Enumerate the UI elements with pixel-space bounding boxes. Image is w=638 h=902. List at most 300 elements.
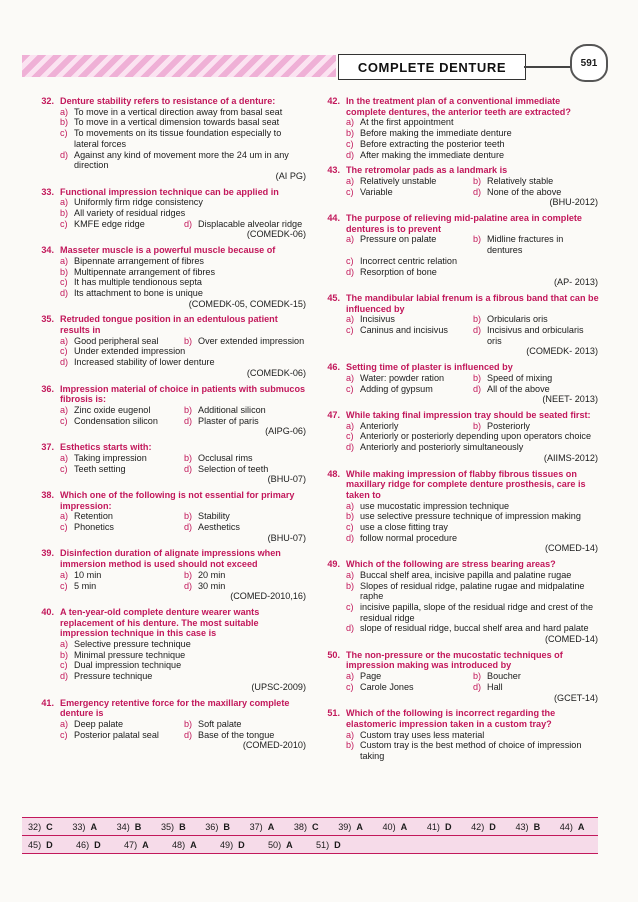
option-text: Relatively unstable — [360, 175, 437, 186]
question-item — [312, 559, 600, 645]
question-source: (GCET-14) — [554, 692, 598, 703]
option-text: use selective pressure technique of impression making — [360, 511, 581, 522]
answer-key-cell — [199, 822, 243, 832]
question-number: 42. — [327, 96, 340, 106]
answer-key-number: 38) — [293, 821, 308, 832]
answer-option — [60, 453, 184, 464]
answer-option — [60, 464, 184, 475]
option-row — [346, 421, 600, 432]
question-item — [312, 469, 600, 555]
option-list — [26, 256, 308, 299]
option-text: To movements on its tissue foundation especially to lateral forces — [74, 128, 282, 149]
option-text: Teeth setting — [74, 463, 126, 474]
option-letter: d) — [184, 580, 193, 591]
answer-key-number: 50) — [268, 839, 282, 850]
answer-key-number: 42) — [471, 821, 485, 832]
question-source: (BHU-07) — [267, 474, 306, 485]
answer-option — [184, 730, 308, 741]
answer-option — [346, 671, 473, 682]
question-text: The non-pressure or the mucostatic techniques of impression making was introduced by — [346, 649, 563, 671]
option-text: Multipennate arrangement of fibres — [74, 266, 216, 277]
option-letter: d) — [473, 325, 482, 336]
option-letter: b) — [184, 452, 193, 463]
question-text: Setting time of plaster is influenced by — [346, 362, 513, 373]
question-stem — [312, 96, 600, 117]
question-item — [26, 698, 308, 752]
option-letter: b) — [473, 420, 482, 431]
answer-key-letter: B — [134, 821, 142, 832]
answer-key-number: 49) — [220, 839, 234, 850]
answer-key-number: 32) — [28, 821, 42, 832]
question-item — [26, 442, 308, 485]
option-text: All variety of residual ridges — [74, 208, 186, 219]
answer-key-letter: A — [190, 839, 197, 850]
question-number: 47. — [327, 409, 340, 420]
option-letter: b) — [184, 511, 193, 522]
option-letter: c) — [346, 522, 354, 533]
option-text: Anteriorly and posteriorly simultaneously — [360, 442, 524, 453]
question-text: Masseter muscle is a powerful muscle because of — [60, 245, 276, 256]
option-letter: a) — [346, 314, 355, 325]
option-list — [312, 671, 600, 692]
answer-option — [346, 581, 600, 602]
option-text: Hall — [487, 681, 503, 692]
question-text: Which one of the following is not essential for primary impression: — [60, 489, 295, 511]
option-letter: b) — [184, 569, 193, 580]
option-text: Phonetics — [74, 522, 114, 533]
option-text: Its attachment to bone is unique — [74, 287, 203, 298]
question-text: While making impression of flabby fibrous tissues on maxillary ridge for complete denture prosthesis, care is taken to — [346, 468, 586, 500]
question-item — [26, 314, 308, 378]
question-number: 35. — [41, 314, 54, 325]
question-stem — [26, 490, 308, 511]
option-letter: b) — [473, 314, 482, 325]
option-letter: a) — [346, 117, 355, 128]
option-letter: c) — [60, 218, 68, 229]
question-source: (BHU-07) — [267, 532, 306, 543]
question-number: 51. — [327, 708, 340, 719]
option-letter: c) — [346, 601, 354, 612]
answer-option — [473, 234, 600, 255]
question-item — [312, 650, 600, 704]
answer-key-cell — [214, 840, 262, 850]
option-letter: c) — [60, 463, 68, 474]
option-text: None of the above — [487, 186, 562, 197]
option-letter: c) — [346, 383, 354, 394]
answer-key-letter: C — [312, 821, 319, 832]
option-letter: d) — [346, 623, 355, 634]
question-item — [312, 165, 600, 208]
answer-option — [60, 357, 308, 368]
option-letter: a) — [346, 500, 355, 511]
answer-key-row — [22, 835, 598, 853]
answer-key-cell — [554, 822, 598, 832]
question-number: 50. — [327, 649, 340, 660]
question-source: (COMEDK-05, COMEDK-15) — [188, 298, 306, 309]
answer-option — [346, 421, 473, 432]
answer-option — [60, 197, 308, 208]
answer-option — [346, 234, 473, 255]
option-letter: b) — [473, 671, 482, 682]
answer-option — [60, 346, 308, 357]
answer-key-letter: A — [400, 821, 408, 832]
answer-option — [473, 325, 600, 346]
question-source: (AIPG-06) — [265, 426, 306, 437]
option-letter: c) — [60, 415, 68, 426]
option-row — [346, 314, 600, 325]
right-question-column — [312, 96, 600, 767]
option-letter: d) — [473, 383, 482, 394]
question-stem — [312, 410, 600, 421]
option-text: Good peripheral seal — [74, 335, 159, 346]
question-text: The retromolar pads as a landmark is — [346, 165, 508, 176]
answer-key-letter: A — [142, 839, 149, 850]
question-stem — [312, 165, 600, 176]
answer-option — [60, 219, 184, 230]
answer-key-cell — [421, 822, 465, 832]
answer-key-letter: C — [46, 821, 53, 832]
option-row — [60, 570, 308, 581]
question-stem — [312, 213, 600, 234]
option-text: After making the immediate denture — [360, 149, 505, 160]
option-letter: c) — [346, 431, 354, 442]
option-text: 30 min — [198, 580, 226, 591]
question-source: (AP- 2013) — [554, 277, 598, 288]
answer-option — [184, 570, 308, 581]
option-text: Speed of mixing — [487, 372, 553, 383]
option-letter: d) — [184, 729, 193, 740]
option-list — [26, 405, 308, 426]
question-stem — [312, 469, 600, 501]
answer-key-letter: A — [90, 821, 98, 832]
option-row — [60, 522, 308, 533]
question-source: (UPSC-2009) — [251, 681, 306, 692]
answer-option — [346, 740, 600, 761]
answer-option — [60, 208, 308, 219]
question-number: 37. — [41, 442, 54, 453]
option-text: Against any kind of movement more the 24 um in any direction — [74, 149, 289, 171]
question-source: (COMED-2010) — [242, 740, 306, 751]
question-source: (COMED-14) — [544, 634, 598, 645]
answer-option — [346, 623, 600, 634]
answer-key-number: 45) — [28, 839, 42, 850]
option-text: Orbicularis oris — [487, 314, 548, 325]
answer-key-cell — [70, 840, 118, 850]
question-item — [312, 362, 600, 405]
question-number: 41. — [41, 697, 54, 708]
option-list — [26, 197, 308, 229]
question-stem — [26, 698, 308, 719]
answer-option — [60, 267, 308, 278]
option-letter: a) — [346, 372, 355, 383]
answer-option — [184, 405, 308, 416]
option-text: Pressure on palate — [360, 234, 437, 245]
answer-key-letter: B — [223, 821, 230, 832]
answer-option — [346, 730, 600, 741]
left-question-column — [26, 96, 308, 756]
question-source: (COMEDK-06) — [246, 367, 306, 378]
option-text: Boucher — [487, 671, 521, 682]
option-row — [346, 384, 600, 395]
option-list — [312, 176, 600, 197]
question-number: 32. — [41, 96, 54, 106]
answer-key-cell — [111, 822, 155, 832]
answer-option — [184, 522, 308, 533]
question-source: (AI PG) — [275, 170, 306, 181]
answer-option — [60, 405, 184, 416]
option-letter: d) — [184, 522, 193, 533]
option-letter: c) — [60, 522, 68, 533]
question-stem — [26, 96, 308, 107]
option-row — [346, 373, 600, 384]
answer-option — [473, 671, 600, 682]
option-text: Posteriorly — [487, 420, 530, 431]
option-text: Before making the immediate denture — [360, 128, 512, 139]
option-row — [60, 719, 308, 730]
option-list — [26, 719, 308, 740]
question-source: (COMEDK- 2013) — [526, 346, 598, 357]
answer-option — [473, 176, 600, 187]
answer-key-number: 34) — [116, 821, 130, 832]
option-text: Occlusal rims — [198, 452, 253, 463]
answer-key-cell — [509, 822, 553, 832]
answer-key-number: 33) — [72, 821, 86, 832]
question-number: 36. — [41, 383, 54, 394]
option-row — [60, 219, 308, 230]
question-text: Which of the following is incorrect regarding the elastomeric impression taken in a custom tray? — [346, 708, 556, 729]
option-text: Minimal pressure technique — [74, 649, 186, 660]
option-row — [346, 682, 600, 693]
tooth-icon — [570, 44, 608, 82]
option-text: Custom tray uses less material — [360, 729, 485, 740]
option-text: Deep palate — [74, 718, 124, 729]
question-source: (BHU-2012) — [549, 197, 598, 208]
option-text: To move in a vertical direction away from basal seat — [74, 106, 283, 117]
answer-key-letter: D — [444, 821, 452, 832]
option-row — [346, 187, 600, 198]
option-letter: b) — [346, 740, 355, 751]
option-text: All of the above — [487, 383, 550, 394]
option-text: Caninus and incisivus — [360, 325, 448, 336]
answer-option — [60, 570, 184, 581]
answer-option — [184, 336, 308, 347]
question-text: A ten-year-old complete denture wearer wants replacement of his denture. The most suitable impression technique in this case is — [60, 606, 260, 639]
option-text: Selection of teeth — [198, 463, 269, 474]
option-text: Bipennate arrangement of fibres — [74, 255, 204, 266]
option-text: Aesthetics — [198, 522, 240, 533]
option-letter: a) — [346, 234, 355, 245]
option-row — [346, 325, 600, 346]
answer-key-letter: A — [286, 839, 293, 850]
answer-key-cell — [288, 822, 332, 832]
option-letter: c) — [60, 580, 68, 591]
option-list — [26, 639, 308, 682]
option-row — [60, 336, 308, 347]
answer-option — [473, 373, 600, 384]
option-text: Base of the tongue — [198, 729, 275, 740]
question-number: 38. — [41, 489, 54, 500]
question-item — [26, 384, 308, 438]
question-item — [312, 96, 600, 160]
answer-key-number: 47) — [124, 839, 138, 850]
question-item — [312, 410, 600, 464]
option-letter: b) — [184, 335, 193, 346]
option-letter: b) — [60, 117, 69, 128]
option-text: 5 min — [74, 580, 97, 591]
answer-option — [346, 522, 600, 533]
answer-option — [184, 719, 308, 730]
answer-option — [346, 570, 600, 581]
option-letter: d) — [60, 357, 69, 368]
option-letter: d) — [184, 415, 193, 426]
option-row — [346, 671, 600, 682]
option-letter: d) — [473, 681, 482, 692]
option-letter: d) — [346, 149, 355, 160]
answer-option — [184, 581, 308, 592]
answer-key — [22, 817, 598, 854]
option-text: At the first appointment — [360, 117, 454, 128]
option-text: Water: powder ration — [360, 372, 445, 383]
question-item — [26, 490, 308, 544]
answer-option — [346, 267, 600, 278]
answer-option — [60, 511, 184, 522]
question-source: (COMED-2010,16) — [230, 591, 306, 602]
option-text: slope of residual ridge, buccal shelf area and hard palate — [360, 623, 589, 634]
question-item — [26, 548, 308, 602]
option-letter: a) — [60, 255, 69, 266]
option-row — [60, 464, 308, 475]
option-text: Slopes of residual ridge, palatine rugae and midpalatine raphe — [360, 580, 585, 602]
question-number: 39. — [41, 548, 54, 559]
answer-option — [60, 150, 308, 171]
question-stem — [26, 314, 308, 335]
question-number: 43. — [327, 165, 340, 176]
option-text: Uniformly firm ridge consistency — [74, 197, 203, 208]
question-number: 45. — [327, 292, 340, 303]
option-letter: a) — [346, 420, 355, 431]
option-letter: b) — [60, 649, 69, 660]
question-text: Emergency retentive force for the maxillary complete denture is — [60, 697, 290, 719]
option-text: Before extracting the posterior teeth — [360, 138, 505, 149]
question-stem — [26, 384, 308, 405]
answer-option — [346, 187, 473, 198]
answer-option — [60, 581, 184, 592]
answer-key-number: 44) — [559, 821, 573, 832]
question-text: Esthetics starts with: — [60, 442, 152, 453]
question-item — [312, 293, 600, 357]
answer-key-number: 35) — [160, 821, 175, 832]
question-source: (AIIMS-2012) — [543, 452, 598, 463]
option-letter: c) — [60, 729, 68, 740]
question-number: 44. — [327, 213, 340, 224]
answer-key-letter: D — [46, 839, 53, 850]
option-row — [60, 581, 308, 592]
option-letter: c) — [60, 277, 68, 288]
answer-option — [60, 288, 308, 299]
option-text: Resorption of bone — [360, 266, 437, 277]
option-list — [312, 314, 600, 346]
option-letter: c) — [346, 186, 354, 197]
answer-option — [473, 384, 600, 395]
option-text: It has multiple tendionous septa — [74, 277, 202, 288]
answer-option — [60, 128, 308, 149]
option-text: Additional silicon — [198, 404, 266, 415]
answer-key-letter: B — [179, 821, 186, 832]
question-text: Retruded tongue position in an edentulous patient results in — [60, 314, 278, 336]
answer-option — [346, 501, 600, 512]
answer-key-number: 41) — [426, 821, 440, 832]
answer-option — [184, 416, 308, 427]
option-letter: d) — [346, 532, 355, 543]
option-letter: c) — [60, 660, 68, 671]
question-source: (COMED-14) — [544, 543, 598, 554]
option-letter: a) — [60, 639, 69, 650]
answer-option — [60, 671, 308, 682]
option-letter: d) — [60, 149, 69, 160]
chapter-title: COMPLETE DENTURE — [338, 54, 526, 80]
option-text: Soft palate — [198, 718, 242, 729]
answer-key-number: 48) — [172, 839, 186, 850]
answer-key-number: 37) — [249, 821, 263, 832]
option-list — [26, 107, 308, 171]
page-header — [22, 52, 608, 82]
answer-option — [60, 639, 308, 650]
option-letter: a) — [60, 569, 69, 580]
option-letter: c) — [346, 325, 354, 336]
answer-key-letter: A — [577, 821, 585, 832]
option-text: Variable — [360, 186, 393, 197]
option-text: KMFE edge ridge — [74, 218, 145, 229]
answer-key-row — [22, 818, 598, 835]
answer-key-cell — [66, 822, 110, 832]
question-text: While taking final impression tray should be seated first: — [346, 409, 591, 420]
question-number: 46. — [327, 362, 340, 373]
answer-key-cell — [465, 822, 509, 832]
question-number: 48. — [327, 468, 340, 479]
option-text: use mucostatic impression technique — [360, 500, 510, 511]
option-letter: b) — [473, 372, 482, 383]
answer-key-cell — [22, 822, 66, 832]
answer-option — [346, 176, 473, 187]
option-text: Anteriorly or posteriorly depending upon operators choice — [360, 431, 592, 442]
answer-key-letter: B — [533, 821, 541, 832]
answer-option — [346, 117, 600, 128]
question-stem — [26, 245, 308, 256]
answer-option — [346, 511, 600, 522]
question-text: Functional impression technique can be applied in — [60, 186, 279, 197]
option-row — [60, 730, 308, 741]
option-row — [346, 176, 600, 187]
question-stem — [26, 187, 308, 198]
answer-option — [60, 660, 308, 671]
answer-option — [346, 139, 600, 150]
question-stem — [312, 293, 600, 314]
answer-option — [346, 431, 600, 442]
answer-key-cell — [310, 840, 358, 850]
question-item — [312, 708, 600, 762]
answer-key-cell — [332, 822, 376, 832]
option-text: Incisivus — [360, 314, 395, 325]
question-text: Impression material of choice in patients with submucos fibrosis is: — [60, 383, 306, 405]
question-text: In the treatment plan of a conventional immediate complete dentures, the anterior teeth are extracted? — [346, 96, 571, 117]
answer-key-cell — [244, 822, 288, 832]
question-stem — [26, 442, 308, 453]
option-text: Midline fractures in dentures — [487, 234, 564, 256]
answer-key-letter: D — [334, 839, 341, 850]
question-stem — [312, 650, 600, 671]
option-text: Pressure technique — [74, 671, 153, 682]
answer-option — [473, 187, 600, 198]
